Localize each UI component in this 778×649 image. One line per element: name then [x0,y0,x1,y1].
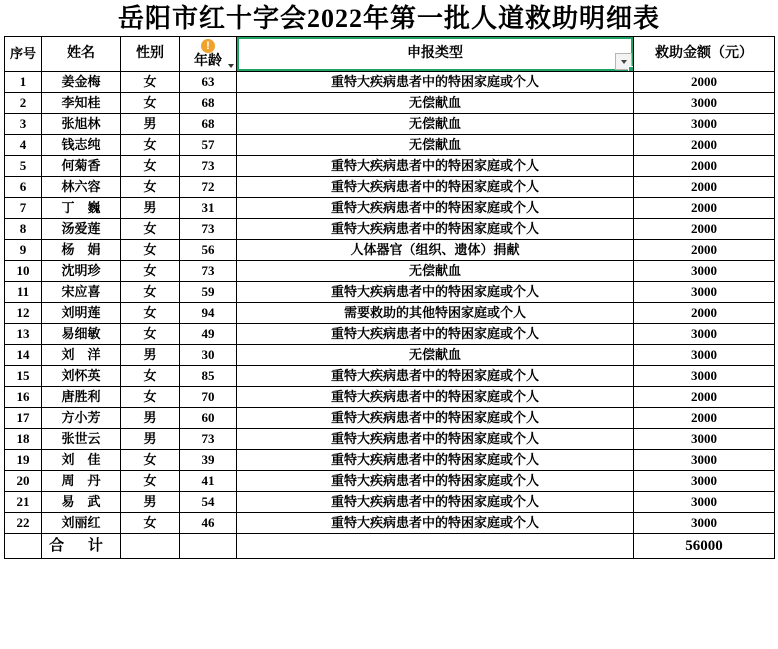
cell-seq[interactable]: 4 [5,135,42,156]
cell-seq[interactable]: 22 [5,513,42,534]
cell-name[interactable]: 张旭林 [42,114,121,135]
cell-type[interactable]: 重特大疾病患者中的特困家庭或个人 [237,72,634,93]
cell-name[interactable]: 周 丹 [42,471,121,492]
column-header-name[interactable]: 姓名 [42,37,121,72]
cell-seq[interactable]: 18 [5,429,42,450]
cell-amount[interactable]: 3000 [634,282,775,303]
cell-type[interactable]: 重特大疾病患者中的特困家庭或个人 [237,513,634,534]
cell-sex[interactable]: 女 [121,261,180,282]
cell-sex[interactable]: 女 [121,471,180,492]
cell-amount[interactable]: 3000 [634,114,775,135]
cell-type[interactable]: 无偿献血 [237,135,634,156]
cell-sex[interactable]: 女 [121,177,180,198]
cell-amount[interactable]: 3000 [634,492,775,513]
column-header-seq[interactable]: 序号 [5,37,42,72]
cell-seq[interactable]: 5 [5,156,42,177]
table-row [5,513,775,534]
cell-type[interactable]: 重特大疾病患者中的特困家庭或个人 [237,408,634,429]
cell-sex[interactable]: 女 [121,135,180,156]
table-row [5,135,775,156]
cell-name[interactable]: 汤爱莲 [42,219,121,240]
cell-type[interactable]: 无偿献血 [237,345,634,366]
cell-seq[interactable]: 11 [5,282,42,303]
cell-amount[interactable]: 3000 [634,471,775,492]
table-row [5,114,775,135]
cell-age[interactable]: 68 [180,93,237,114]
cell-age[interactable]: 94 [180,303,237,324]
table-row [5,429,775,450]
cell-age[interactable]: 73 [180,219,237,240]
cell-sex[interactable]: 女 [121,72,180,93]
cell-type[interactable]: 重特大疾病患者中的特困家庭或个人 [237,177,634,198]
cell-seq[interactable]: 16 [5,387,42,408]
cell-name[interactable]: 林六容 [42,177,121,198]
cell-sex[interactable]: 女 [121,219,180,240]
table-row [5,93,775,114]
cell-amount[interactable]: 3000 [634,513,775,534]
cell-sex[interactable]: 女 [121,240,180,261]
cell-age[interactable]: 85 [180,366,237,387]
cell-name[interactable]: 沈明珍 [42,261,121,282]
cell-type[interactable]: 无偿献血 [237,261,634,282]
table-footer [5,534,775,559]
table-row [5,240,775,261]
cell-name[interactable]: 丁 巍 [42,198,121,219]
cell-type[interactable]: 人体器官（组织、遗体）捐献 [237,240,634,261]
cell-seq[interactable]: 9 [5,240,42,261]
cell-name[interactable]: 易 武 [42,492,121,513]
cell-sex[interactable]: 女 [121,156,180,177]
cell-seq[interactable]: 8 [5,219,42,240]
cell-age[interactable]: 57 [180,135,237,156]
cell-sex[interactable]: 男 [121,198,180,219]
cell-type[interactable]: 重特大疾病患者中的特困家庭或个人 [237,429,634,450]
column-header-sex[interactable]: 性别 [121,37,180,72]
table-row [5,219,775,240]
cell-amount[interactable]: 2000 [634,387,775,408]
cell-seq[interactable]: 1 [5,72,42,93]
total-cell-blank-type [237,534,634,559]
cell-type[interactable]: 重特大疾病患者中的特困家庭或个人 [237,471,634,492]
cell-amount[interactable]: 3000 [634,324,775,345]
cell-name[interactable]: 宋应喜 [42,282,121,303]
cell-seq[interactable]: 21 [5,492,42,513]
aid-details-table [4,36,775,559]
cell-age[interactable]: 70 [180,387,237,408]
cell-seq[interactable]: 7 [5,198,42,219]
table-row [5,345,775,366]
cell-sex[interactable]: 男 [121,492,180,513]
cell-amount[interactable]: 3000 [634,93,775,114]
table-row [5,72,775,93]
cell-seq[interactable]: 2 [5,93,42,114]
table-row [5,408,775,429]
cell-seq[interactable]: 6 [5,177,42,198]
table-row [5,387,775,408]
table-row [5,303,775,324]
table-row [5,324,775,345]
cell-amount[interactable]: 2000 [634,240,775,261]
cell-amount[interactable]: 3000 [634,366,775,387]
cell-sex[interactable]: 男 [121,114,180,135]
cell-amount[interactable]: 3000 [634,261,775,282]
cell-amount[interactable]: 2000 [634,219,775,240]
selection-fill-handle[interactable] [628,66,634,72]
cell-age[interactable]: 60 [180,408,237,429]
cell-amount[interactable]: 3000 [634,345,775,366]
total-cell-blank-seq [5,534,42,559]
cell-age[interactable]: 41 [180,471,237,492]
cell-amount[interactable]: 3000 [634,429,775,450]
cell-name[interactable]: 刘 佳 [42,450,121,471]
cell-seq[interactable]: 12 [5,303,42,324]
column-header-type[interactable] [237,37,634,72]
cell-age[interactable]: 73 [180,261,237,282]
table-header [5,37,775,72]
cell-type[interactable]: 重特大疾病患者中的特困家庭或个人 [237,282,634,303]
cell-name[interactable]: 杨 娟 [42,240,121,261]
cell-seq[interactable]: 15 [5,366,42,387]
cell-age[interactable]: 49 [180,324,237,345]
column-header-type-label: 申报类型 [407,46,463,61]
cell-seq[interactable]: 13 [5,324,42,345]
table-row [5,492,775,513]
cell-seq[interactable]: 14 [5,345,42,366]
cell-amount[interactable]: 2000 [634,177,775,198]
cell-type[interactable]: 重特大疾病患者中的特困家庭或个人 [237,387,634,408]
cell-type[interactable]: 重特大疾病患者中的特困家庭或个人 [237,324,634,345]
cell-sex[interactable]: 女 [121,324,180,345]
cell-sex[interactable]: 男 [121,429,180,450]
cell-amount[interactable]: 3000 [634,450,775,471]
total-cell-blank-age [180,534,237,559]
table-row [5,366,775,387]
table-row [5,450,775,471]
cell-sex[interactable]: 女 [121,303,180,324]
cell-amount[interactable]: 2000 [634,303,775,324]
total-cell-blank-sex [121,534,180,559]
cell-sex[interactable]: 女 [121,93,180,114]
table-body [5,72,775,534]
cell-age[interactable]: 46 [180,513,237,534]
cell-age[interactable]: 68 [180,114,237,135]
cell-sex[interactable]: 男 [121,408,180,429]
cell-seq[interactable]: 10 [5,261,42,282]
table-row [5,282,775,303]
cell-name[interactable]: 易细敏 [42,324,121,345]
cell-type[interactable]: 重特大疾病患者中的特困家庭或个人 [237,450,634,471]
cell-age[interactable]: 56 [180,240,237,261]
cell-name[interactable]: 何菊香 [42,156,121,177]
cell-name[interactable]: 刘怀英 [42,366,121,387]
column-header-age-label: 年龄 [194,54,222,69]
cell-name[interactable]: 李知桂 [42,93,121,114]
cell-type[interactable]: 重特大疾病患者中的特困家庭或个人 [237,219,634,240]
cell-name[interactable]: 张世云 [42,429,121,450]
total-row [5,534,775,559]
chevron-down-icon[interactable] [228,64,234,68]
cell-sex[interactable]: 女 [121,450,180,471]
cell-age[interactable]: 63 [180,72,237,93]
cell-age[interactable]: 73 [180,156,237,177]
cell-age[interactable]: 54 [180,492,237,513]
cell-type[interactable]: 需要救助的其他特困家庭或个人 [237,303,634,324]
table-row [5,198,775,219]
cell-name[interactable]: 刘丽红 [42,513,121,534]
page-title: 岳阳市红十字会2022年第一批人道救助明细表 [117,4,660,33]
cell-name[interactable]: 方小芳 [42,408,121,429]
cell-age[interactable]: 39 [180,450,237,471]
table-row [5,261,775,282]
table-row [5,156,775,177]
cell-type[interactable]: 重特大疾病患者中的特困家庭或个人 [237,156,634,177]
warning-icon: ! [201,39,215,53]
cell-name[interactable]: 唐胜利 [42,387,121,408]
cell-name[interactable]: 姜金梅 [42,72,121,93]
cell-type[interactable]: 重特大疾病患者中的特困家庭或个人 [237,492,634,513]
cell-seq[interactable]: 3 [5,114,42,135]
cell-amount[interactable]: 2000 [634,408,775,429]
cell-seq[interactable]: 20 [5,471,42,492]
cell-age[interactable]: 72 [180,177,237,198]
column-header-amount[interactable]: 救助金额（元） [634,37,775,72]
total-label: 合 计 [42,534,121,559]
cell-sex[interactable]: 男 [121,345,180,366]
cell-age[interactable]: 59 [180,282,237,303]
cell-name[interactable]: 刘 洋 [42,345,121,366]
cell-sex[interactable]: 女 [121,513,180,534]
cell-sex[interactable]: 女 [121,387,180,408]
cell-seq[interactable]: 17 [5,408,42,429]
cell-age[interactable]: 30 [180,345,237,366]
cell-type[interactable]: 无偿献血 [237,114,634,135]
column-header-age[interactable] [180,37,237,72]
cell-type[interactable]: 重特大疾病患者中的特困家庭或个人 [237,366,634,387]
table-row [5,177,775,198]
cell-amount[interactable]: 2000 [634,156,775,177]
cell-name[interactable]: 钱志纯 [42,135,121,156]
cell-amount[interactable]: 2000 [634,72,775,93]
cell-age[interactable]: 73 [180,429,237,450]
cell-amount[interactable]: 2000 [634,135,775,156]
total-amount: 56000 [634,534,775,559]
cell-age[interactable]: 31 [180,198,237,219]
cell-sex[interactable]: 女 [121,366,180,387]
table-row [5,471,775,492]
cell-amount[interactable]: 2000 [634,198,775,219]
cell-type[interactable]: 重特大疾病患者中的特困家庭或个人 [237,198,634,219]
cell-type[interactable]: 无偿献血 [237,93,634,114]
cell-seq[interactable]: 19 [5,450,42,471]
cell-name[interactable]: 刘明莲 [42,303,121,324]
header-row [5,37,775,72]
cell-sex[interactable]: 女 [121,282,180,303]
